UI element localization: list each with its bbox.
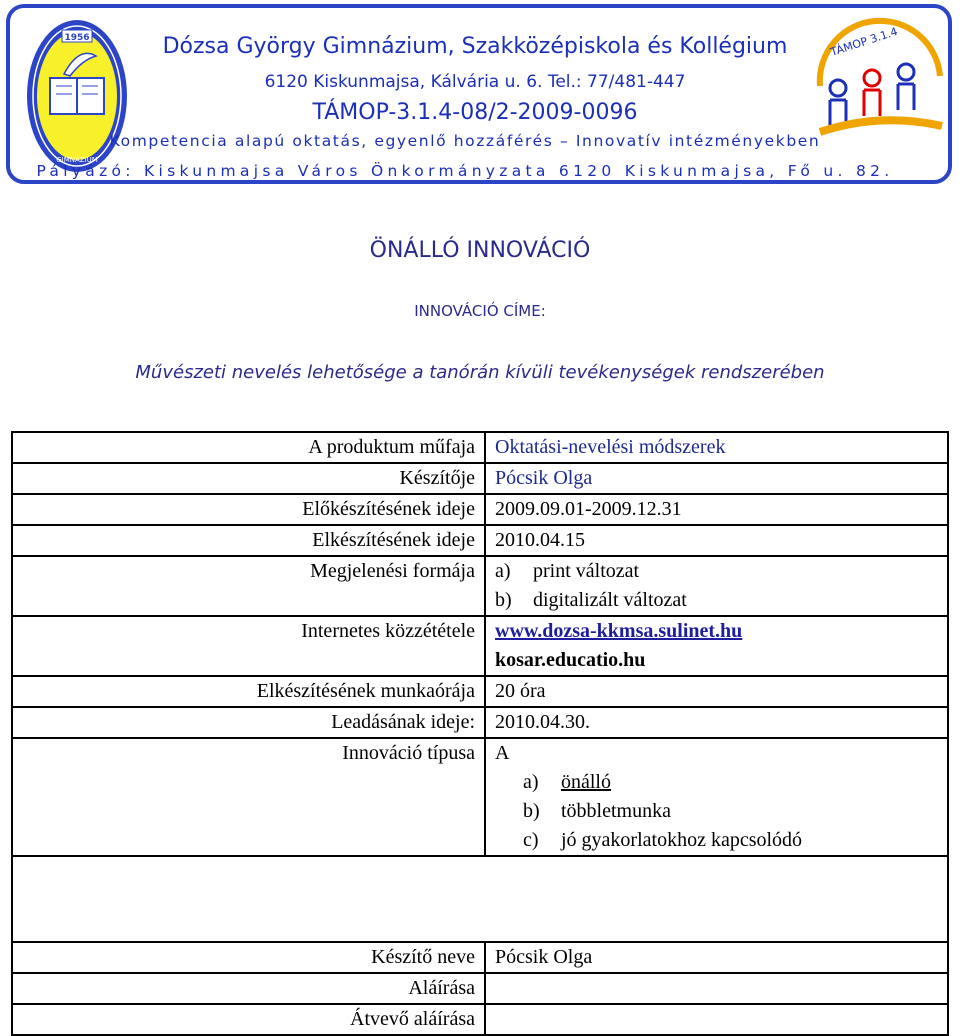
header-banner <box>6 4 952 184</box>
blank-cell <box>12 856 948 942</box>
signature-label: Aláírása <box>12 973 485 1004</box>
internet-value <box>485 616 948 676</box>
receiver-signature-label: Átvevő aláírása <box>12 1004 485 1035</box>
submission-label: Leadásának ideje: <box>12 707 485 738</box>
svg-text:1956: 1956 <box>64 33 90 43</box>
competence-line: Kompetencia alapú oktatás, egyenlő hozzáférés – Innovatív intézményekben <box>109 132 821 150</box>
secondary-site: kosar.educatio.hu <box>495 649 646 671</box>
table-row <box>12 556 948 616</box>
table-row <box>12 942 948 973</box>
type-label: Innováció típusa <box>12 738 485 856</box>
svg-text:GIMNÁZIUM: GIMNÁZIUM <box>56 156 98 164</box>
school-logo <box>24 16 130 176</box>
table-row <box>12 973 948 1004</box>
author-name-label: Készítő neve <box>12 942 485 973</box>
document-subtitle: INNOVÁCIÓ CÍME: <box>414 302 546 320</box>
hours-value: 20 óra <box>485 676 948 707</box>
signature-field[interactable] <box>485 973 948 1004</box>
receiver-signature-field[interactable] <box>485 1004 948 1035</box>
list-item: b) digitalizált változat <box>495 589 687 611</box>
completion-value: 2010.04.15 <box>485 525 948 556</box>
table-row <box>12 494 948 525</box>
website-link[interactable]: www.dozsa-kkmsa.sulinet.hu <box>495 620 743 642</box>
svg-text:TÁMOP 3.1.4: TÁMOP 3.1.4 <box>828 24 900 59</box>
format-value <box>485 556 948 616</box>
school-address: 6120 Kiskunmajsa, Kálvária u. 6. Tel.: 77/481-447 <box>264 72 686 92</box>
table-row <box>12 525 948 556</box>
format-label: Megjelenési formája <box>12 556 485 616</box>
applicant-line: Pályázó: Kiskunmajsa Város Önkormányzata 6120 Kiskunmajsa, Fő u. 82. <box>36 162 894 180</box>
completion-label: Elkészítésének ideje <box>12 525 485 556</box>
document-title: ÖNÁLLÓ INNOVÁCIÓ <box>369 238 591 263</box>
genre-value: Oktatási-nevelési módszerek <box>485 432 948 463</box>
table-row <box>12 676 948 707</box>
project-code: TÁMOP-3.1.4-08/2-2009-0096 <box>312 100 638 125</box>
table-row <box>12 707 948 738</box>
tamop-logo <box>810 16 950 136</box>
prep-label: Előkészítésének ideje <box>12 494 485 525</box>
table-row <box>12 432 948 463</box>
list-item: c) jó gyakorlatokhoz kapcsolódó <box>523 829 803 851</box>
list-item: a) print változat <box>495 560 640 582</box>
type-value: A a) önálló b) többletmunka c) jó gyakorlatokhoz kapcsolódó <box>485 738 948 856</box>
list-item: b) többletmunka <box>523 800 671 822</box>
innovation-title: Művészeti nevelés lehetősége a tanórán kívüli tevékenységek rendszerében <box>135 362 825 383</box>
table-row <box>12 463 948 494</box>
author-name-value: Pócsik Olga <box>485 942 948 973</box>
genre-label: A produktum műfaja <box>12 432 485 463</box>
creator-label: Készítője <box>12 463 485 494</box>
creator-value: Pócsik Olga <box>485 463 948 494</box>
hours-label: Elkészítésének munkaórája <box>12 676 485 707</box>
list-item: a) önálló <box>523 771 611 793</box>
table-row <box>12 738 948 856</box>
table-row <box>12 616 948 676</box>
prep-value: 2009.09.01-2009.12.31 <box>485 494 948 525</box>
submission-value: 2010.04.30. <box>485 707 948 738</box>
table-row <box>12 1004 948 1035</box>
table-row-blank <box>12 856 948 942</box>
school-name: Dózsa György Gimnázium, Szakközépiskola és Kollégium <box>162 34 788 59</box>
internet-label: Internetes közzététele <box>12 616 485 676</box>
innovation-info-table <box>11 431 949 1036</box>
